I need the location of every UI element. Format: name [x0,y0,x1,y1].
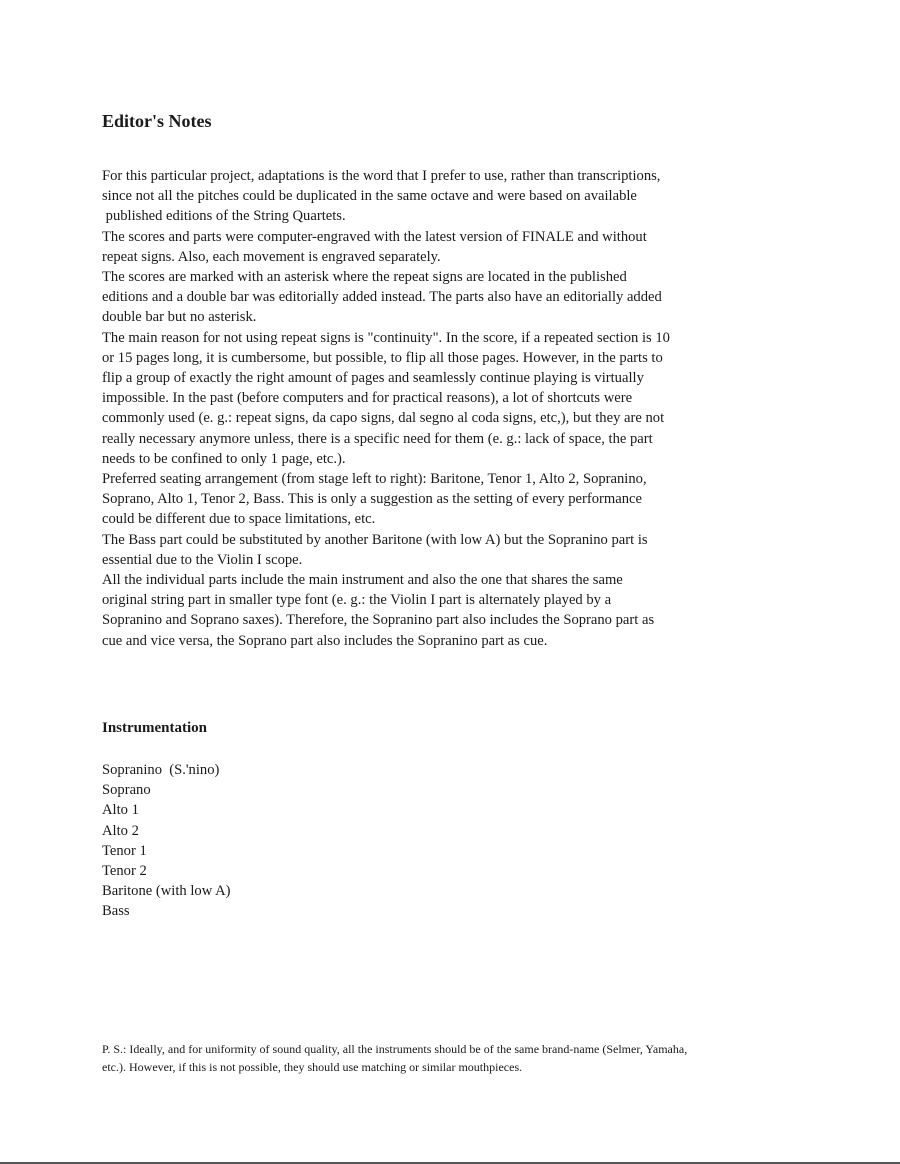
notes-line: repeat signs. Also, each movement is engraved separately. [102,248,441,265]
notes-line: The Bass part could be substituted by another Baritone (with low A) but the Sopranino part is [102,531,648,548]
notes-line: really necessary anymore unless, there is a specific need for them (e. g.: lack of space, the part [102,430,653,447]
notes-line: Sopranino and Soprano saxes). Therefore, the Sopranino part also includes the Soprano part as [102,612,655,629]
notes-line: impossible. In the past (before computers and for practical reasons), a lot of shortcuts were [102,390,633,407]
notes-line: needs to be confined to only 1 page, etc.). [102,450,346,467]
notes-line: double bar but no asterisk. [102,309,257,326]
instrument-item: Baritone (with low A) [102,883,231,900]
notes-line: original string part in smaller type font (e. g.: the Violin I part is alternately played by a [102,592,612,609]
instrument-item: Alto 2 [102,822,139,839]
notes-line: The main reason for not using repeat signs is "continuity". In the score, if a repeated section is 10 [102,329,670,346]
notes-line: For this particular project, adaptations is the word that I prefer to use, rather than transcriptions, [102,168,661,184]
notes-line: published editions of the String Quartets. [102,208,346,225]
editors-notes-heading: Editor's Notes [102,111,212,131]
notes-line: Preferred seating arrangement (from stage left to right): Baritone, Tenor 1, Alto 2, Sopranino, [102,471,647,488]
editors-notes-body [102,166,802,651]
notes-line: Soprano, Alto 1, Tenor 2, Bass. This is only a suggestion as the setting of every performance [102,491,642,508]
notes-line: or 15 pages long, it is cumbersome, but possible, to flip all those pages. However, in the parts to [102,349,663,366]
notes-line: commonly used (e. g.: repeat signs, da capo signs, dal segno al coda signs, etc,), but they are not [102,410,665,427]
instrument-item: Sopranino (S.'nino) [102,762,220,778]
notes-line: essential due to the Violin I scope. [102,551,303,568]
notes-line: flip a group of exactly the right amount of pages and seamlessly continue playing is virtually [102,370,644,387]
instrumentation-list [102,760,231,922]
notes-line: cue and vice versa, the Soprano part also includes the Sopranino part as cue. [102,632,548,649]
instrument-item: Tenor 1 [102,842,147,859]
notes-line: The scores and parts were computer-engraved with the latest version of FINALE and without [102,228,647,245]
notes-line: All the individual parts include the main instrument and also the one that shares the same [102,572,623,589]
instrument-item: Tenor 2 [102,863,147,880]
notes-line: could be different due to space limitations, etc. [102,511,376,528]
instrument-item: Alto 1 [102,802,139,819]
notes-line: The scores are marked with an asterisk where the repeat signs are located in the published [102,269,627,286]
instrument-item: Soprano [102,782,151,799]
notes-line: since not all the pitches could be duplicated in the same octave and were based on available [102,188,637,205]
instrument-item: Bass [102,903,130,920]
postscript-note [102,1040,832,1076]
postscript-line: P. S.: Ideally, and for uniformity of sound quality, all the instruments should be of the same brand-name (Selmer, Yamaha, [102,1042,688,1056]
instrumentation-heading: Instrumentation [102,720,208,736]
postscript-line: etc.). However, if this is not possible, they should use matching or similar mouthpieces. [102,1060,523,1074]
notes-line: editions and a double bar was editorially added instead. The parts also have an editorially added [102,289,662,306]
